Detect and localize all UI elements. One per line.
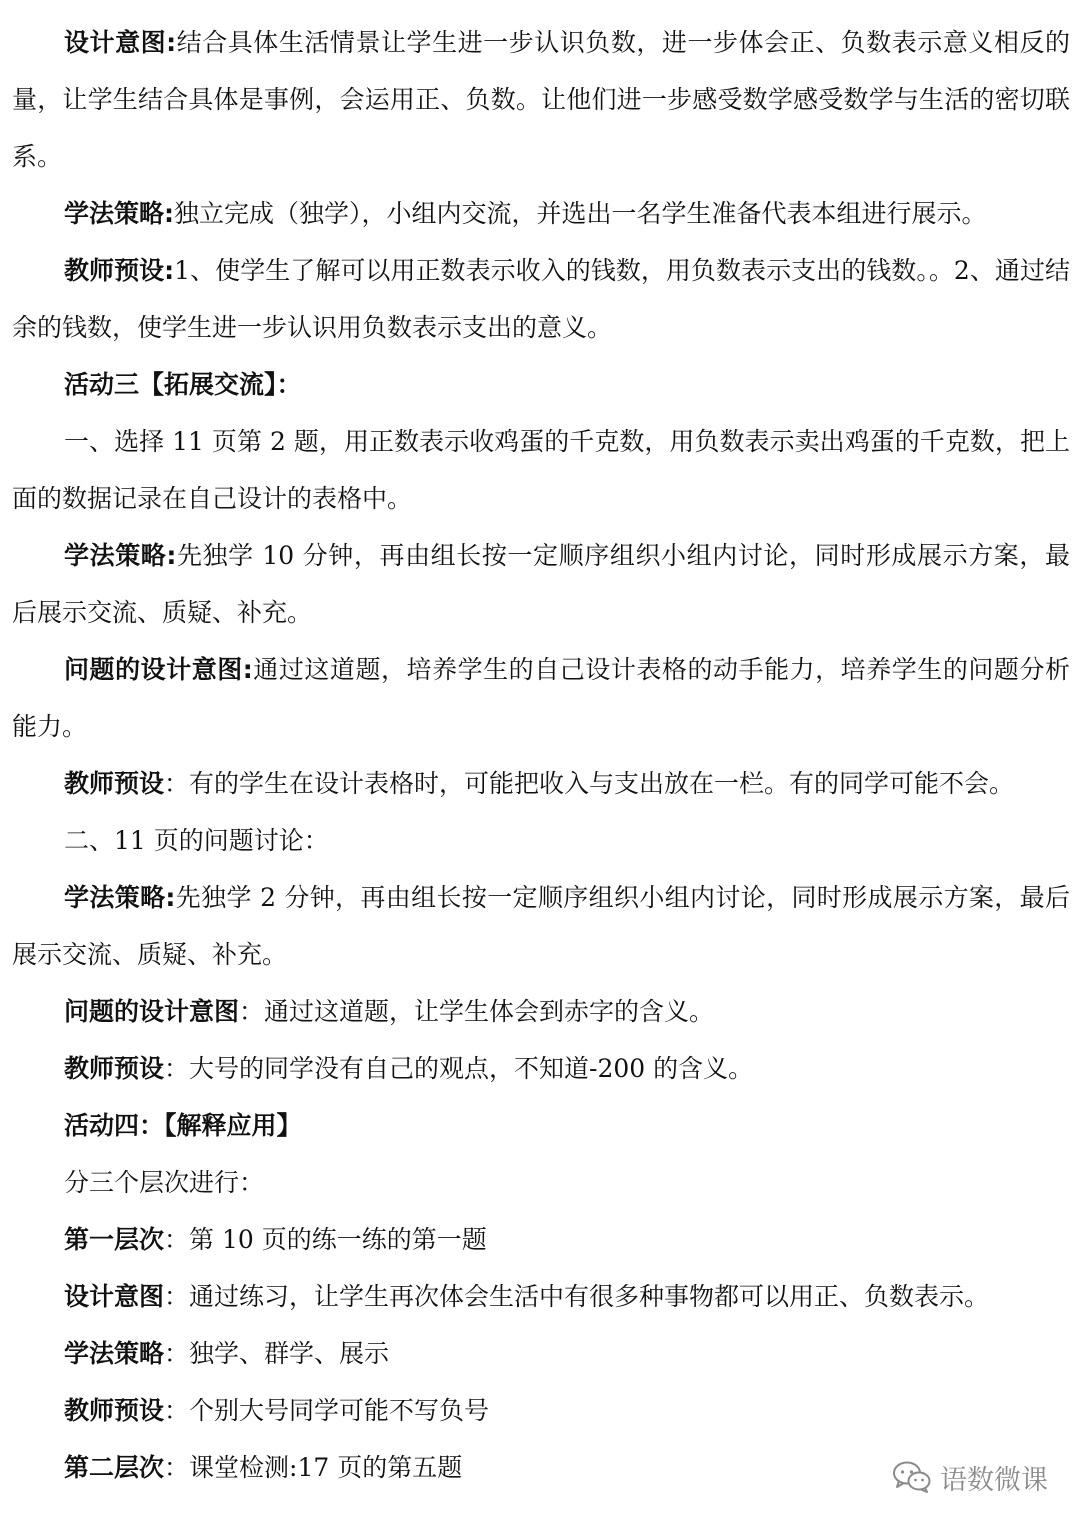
paragraph-study-strategy-3	[12, 869, 1070, 983]
paragraph-study-strategy-1	[12, 185, 1070, 242]
paragraph-label: 教师预设	[64, 1054, 165, 1083]
paragraph-label: 学法策略:	[64, 883, 176, 912]
paragraph-design-intent-1	[12, 14, 1070, 185]
paragraph-teacher-preset-2	[12, 755, 1070, 812]
paragraph-text: ：大号的同学没有自己的观点，不知道-200 的含义。	[164, 1054, 754, 1083]
paragraph-label: 设计意图	[64, 1282, 165, 1311]
paragraph-text: ：第 10 页的练一练的第一题	[164, 1225, 487, 1254]
paragraph-text: ：通过练习，让学生再次体会生活中有很多种事物都可以用正、负数表示。	[164, 1282, 990, 1311]
watermark-text: 语数微课	[940, 1464, 1048, 1496]
paragraph-question-intent-2	[12, 983, 1070, 1040]
paragraph-text: ：课堂检测:17 页的第五题	[164, 1453, 463, 1482]
paragraph-teacher-preset-3	[12, 1040, 1070, 1097]
paragraph-text: 一、选择 11 页第 2 题，用正数表示收鸡蛋的千克数，用负数表示卖出鸡蛋的千克数，把上面的数据记录在自己设计的表格中。	[12, 427, 1070, 513]
paragraph-label: 学法策略:	[64, 199, 174, 228]
paragraph-text: 独立完成（独学），小组内交流，并选出一名学生准备代表本组进行展示。	[174, 199, 987, 228]
paragraph-question-intent-1	[12, 641, 1070, 755]
paragraph-study-strategy-2	[12, 527, 1070, 641]
paragraph-text: 通过这道题，培养学生的自己设计表格的动手能力，培养学生的问题分析能力。	[12, 655, 1070, 741]
paragraph-label: 学法策略	[64, 1339, 165, 1368]
document-body	[12, 14, 1070, 1496]
paragraph-text: 分三个层次进行：	[64, 1168, 265, 1197]
paragraph-design-intent-2	[12, 1268, 1070, 1325]
paragraph-text: ：通过这道题，让学生体会到赤字的含义。	[239, 997, 715, 1026]
paragraph-task-two	[12, 812, 1070, 869]
paragraph-three-levels	[12, 1154, 1070, 1211]
paragraph-text: 1、使学生了解可以用正数表示收入的钱数，用负数表示支出的钱数。。2、通过结余的钱数，使学生进一步认识用负数表示支出的意义。	[12, 256, 1070, 342]
paragraph-label: 问题的设计意图:	[64, 655, 253, 684]
heading-text: 活动三【拓展交流】：	[64, 370, 302, 399]
paragraph-level-one	[12, 1211, 1070, 1268]
paragraph-study-strategy-4	[12, 1325, 1070, 1382]
paragraph-teacher-preset-4	[12, 1382, 1070, 1439]
paragraph-text: 二、11 页的问题讨论：	[64, 826, 329, 855]
watermark	[892, 1455, 1048, 1499]
paragraph-label: 学法策略:	[64, 541, 177, 570]
paragraph-label: 教师预设:	[64, 256, 175, 285]
paragraph-text: 先独学 10 分钟，再由组长按一定顺序组织小组内讨论，同时形成展示方案，最后展示交流、质疑、补充。	[12, 541, 1070, 627]
paragraph-label: 第一层次	[64, 1225, 165, 1254]
paragraph-teacher-preset-1	[12, 242, 1070, 356]
wechat-icon	[892, 1460, 932, 1494]
heading-text: 活动四：【解释应用】	[64, 1111, 302, 1140]
activity-four-heading	[12, 1097, 1070, 1154]
paragraph-label: 设计意图:	[64, 28, 177, 57]
paragraph-label: 教师预设	[64, 769, 165, 798]
paragraph-text: ：有的学生在设计表格时，可能把收入与支出放在一栏。有的同学可能不会。	[164, 769, 1015, 798]
paragraph-text: ：独学、群学、展示	[164, 1339, 390, 1368]
paragraph-text: 结合具体生活情景让学生进一步认识负数，进一步体会正、负数表示意义相反的量，让学生结合具体是事例，会运用正、负数。让他们进一步感受数学感受数学与生活的密切联系。	[12, 28, 1070, 171]
activity-three-heading	[12, 356, 1070, 413]
paragraph-label: 第二层次	[64, 1453, 165, 1482]
paragraph-label: 问题的设计意图	[64, 997, 240, 1026]
paragraph-text: 先独学 2 分钟，再由组长按一定顺序组织小组内讨论，同时形成展示方案，最后展示交流、质疑、补充。	[12, 883, 1070, 969]
paragraph-text: ：个别大号同学可能不写负号	[164, 1396, 490, 1425]
paragraph-label: 教师预设	[64, 1396, 165, 1425]
paragraph-task-one	[12, 413, 1070, 527]
